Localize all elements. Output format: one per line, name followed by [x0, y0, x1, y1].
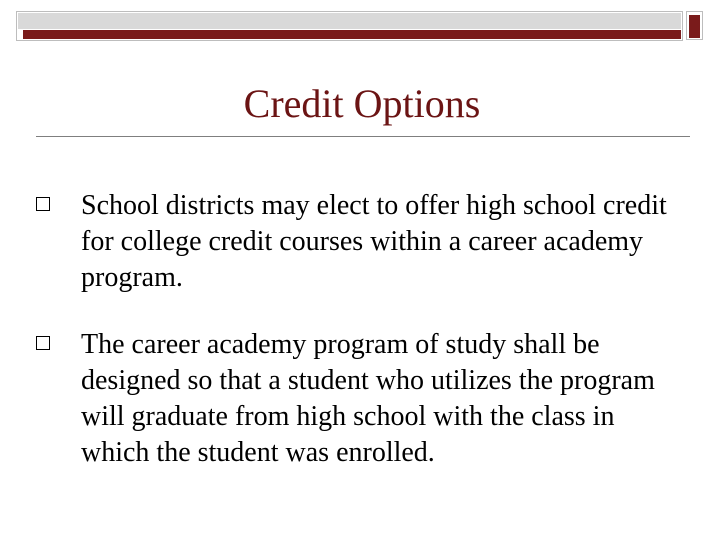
header-corner-accent	[689, 15, 700, 38]
hollow-square-icon	[36, 336, 50, 350]
bullet-item	[36, 327, 676, 471]
slide-title: Credit Options	[243, 81, 481, 126]
bullet-text: The career academy program of study shall be designed so that a student who utilizes the program will graduate from high school with the class in which the student was enrolled.	[81, 329, 655, 468]
bullet-list	[36, 188, 676, 502]
bullet-item	[36, 188, 676, 296]
bullet-text: School districts may elect to offer high school credit for college credit courses within a career academy program.	[81, 190, 667, 293]
slide-title-container	[0, 80, 720, 128]
hollow-square-icon	[36, 197, 50, 211]
header-band-accent	[23, 30, 681, 39]
title-divider	[36, 136, 690, 137]
header-band-grey	[18, 13, 681, 29]
